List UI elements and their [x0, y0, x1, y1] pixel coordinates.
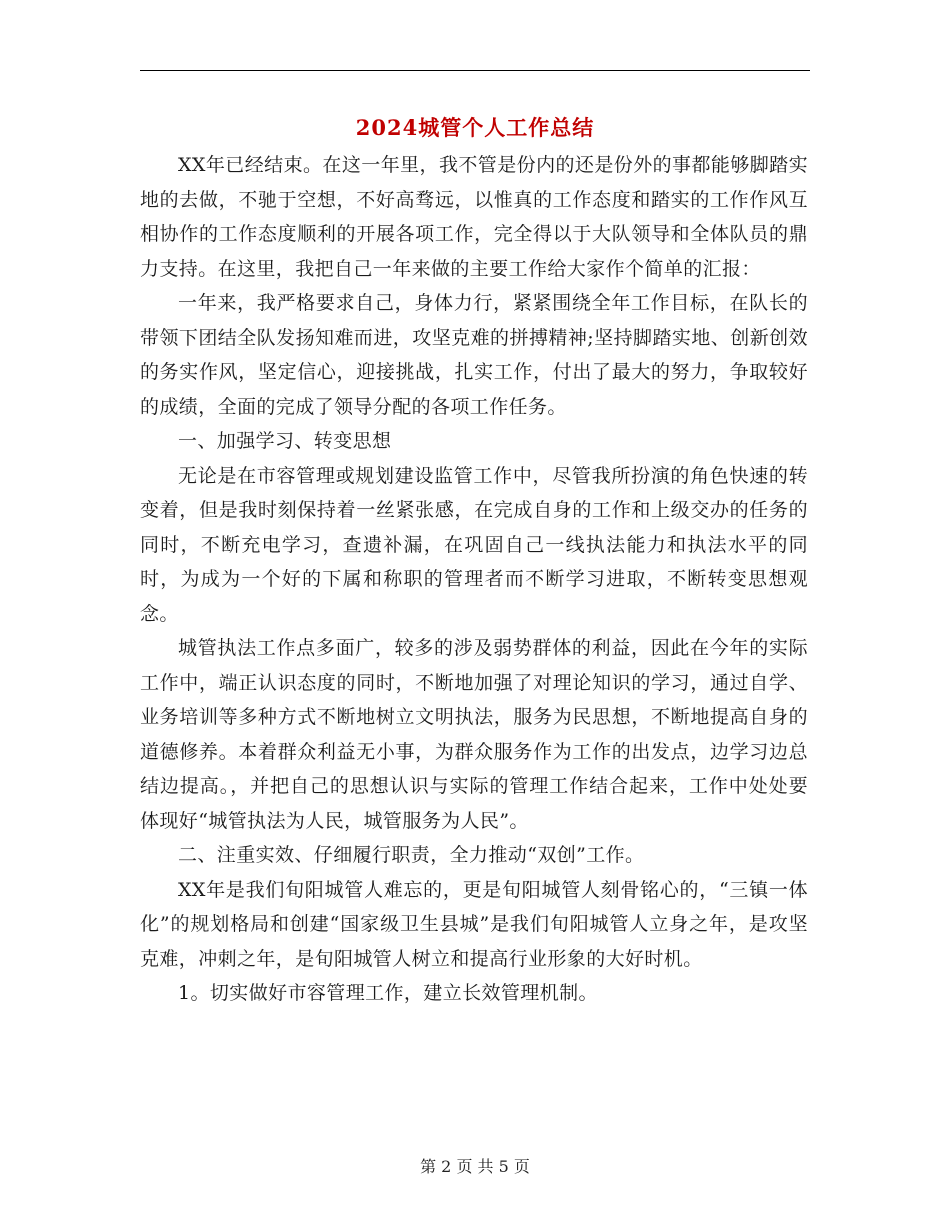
- page-number: 第 2 页 共 5 页: [420, 1157, 530, 1176]
- page-footer: [0, 1154, 950, 1177]
- document-body: [140, 148, 808, 1011]
- section-heading-1: 一、加强学习、转变思想: [178, 430, 392, 452]
- paragraph-overview: 一年来，我严格要求自己，身体力行，紧紧围绕全年工作目标，在队长的带领下团结全队发扬知难而进，攻坚克难的拼搏精神;坚持脚踏实地、创新创效的务实作风，坚定信心，迎接挑战，扎实工作，付出了最大的努力，争取较好的成绩，全面的完成了领导分配的各项工作任务。: [140, 292, 808, 418]
- subsection-heading-1: 1。切实做好市容管理工作，建立长效管理机制。: [178, 982, 598, 1004]
- paragraph-intro: XX年已经结束。在这一年里，我不管是份内的还是份外的事都能够脚踏实地的去做，不驰于空想，不好高骛远，以惟真的工作态度和踏实的工作作风互相协作的工作态度顺利的开展各项工作，完全得以于大队领导和全体队员的鼎力支持。在这里，我把自己一年来做的主要工作给大家作个简单的汇报：: [140, 154, 808, 280]
- paragraph-learning: 无论是在市容管理或规划建设监管工作中，尽管我所扮演的角色快速的转变着，但是我时刻保持着一丝紧张感，在完成自身的工作和上级交办的任务的同时，不断充电学习，查遗补漏，在巩固自己一线执法能力和执法水平的同时，为成为一个好的下属和称职的管理者而不断学习进取，不断转变思想观念。: [140, 464, 808, 625]
- paragraph-enforcement: 城管执法工作点多面广，较多的涉及弱势群体的利益，因此在今年的实际工作中，端正认识态度的同时，不断地加强了对理论知识的学习，通过自学、业务培训等多种方式不断地树立文明执法，服务为民思想，不断地提高自身的道德修养。本着群众利益无小事，为群众服务作为工作的出发点，边学习边总结边提高。，并把自己的思想认识与实际的管理工作结合起来，工作中处处要体现好“城管执法为人民，城管服务为人民”。: [140, 637, 808, 832]
- header-rule: [140, 70, 810, 71]
- paragraph-year-review: XX年是我们旬阳城管人难忘的，更是旬阳城管人刻骨铭心的，“三镇一体化”的规划格局和创建“国家级卫生县城”是我们旬阳城管人立身之年，是攻坚克难，冲刺之年，是旬阳城管人树立和提高行业形象的大好时机。: [140, 878, 808, 970]
- document-title: 2024城管个人工作总结: [355, 115, 595, 140]
- section-heading-2: 二、注重实效、仔细履行职责，全力推动“双创”工作。: [178, 844, 645, 866]
